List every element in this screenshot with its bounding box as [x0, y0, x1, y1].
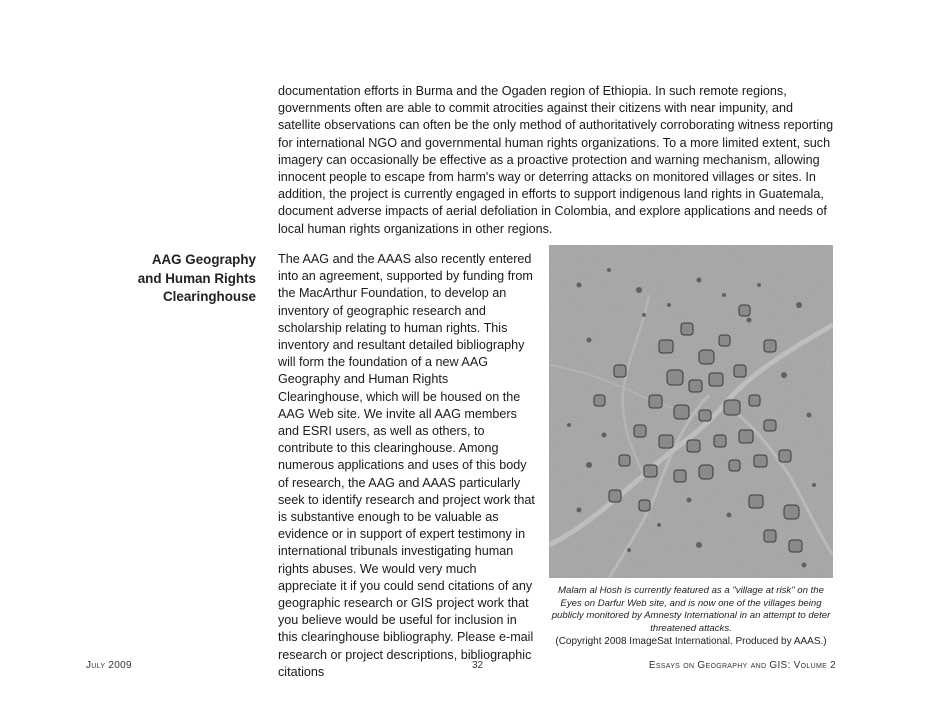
section-heading-line-2: and Human Rights: [137, 270, 256, 286]
satellite-image-art: [549, 245, 833, 578]
section-heading-line-1: AAG Geography: [151, 252, 256, 267]
satellite-image: [549, 245, 833, 578]
section-body: The AAG and the AAAS also recently entered into an agreement, supported by funding from the MacArthur Foundation, to develop an inventory of geographic research and scholarship relating to human rights. This inventory and resultant detailed bibliography will form the foundation of a new AAG Geography and Human Rights Clearinghouse, which will be housed on the AAG Web site. We invite all AAG members and ESRI users, as well as others, to contribute to this clearinghouse. Among numerous applications and uses of this body of research, the AAG and AAAS particularly seek to identify research and project work that is substantive enough to be valuable as evidence or in support of expert testimony in international tribunals investigating human rights abuses. We would very much appreciate it if you could send citations of any geographic research or GIS project work that you believe would be useful for inclusion in this clearinghouse bibliography. Please e-mail research or project descriptions, bibliographic citations: [278, 252, 535, 679]
section-heading-line-3: Clearinghouse: [162, 289, 256, 305]
footer-date: July 2009: [86, 660, 132, 671]
page-number: 32: [472, 660, 484, 671]
intro-paragraph: documentation efforts in Burma and the Ogaden region of Ethiopia. In such remote regions, governments often are able to commit atrocities against their citizens with near impunity, and satellite observations can often be the only method of authoritatively corroborating witness reporting for international NGO and governmental human rights organizations. To a more limited extent, such imagery can occasionally be effective as a proactive protection and warning mechanism, allowing innocent people to escape from harm's way or deterring attacks on monitored villages or sites. In addition, the project is currently engaged in efforts to support indigenous land rights in Guatemala, document adverse impacts of aerial defoliation in Colombia, and explore applications and needs of local human rights organizations in other regions.: [278, 84, 834, 236]
figure-caption-text: Malam al Hosh is currently featured as a "village at risk" on the Eyes on Darfur Web site, and is now one of the villages being publicly monitored by Amnesty International in an attempt to deter threatened attacks.: [551, 585, 831, 634]
figure-credit: (Copyright 2008 ImageSat International. Produced by AAAS.): [555, 636, 827, 648]
footer-publication-title: Essays on Geography and GIS: Volume 2: [648, 660, 836, 671]
figure-caption: [549, 585, 833, 649]
section-heading: [110, 251, 256, 307]
